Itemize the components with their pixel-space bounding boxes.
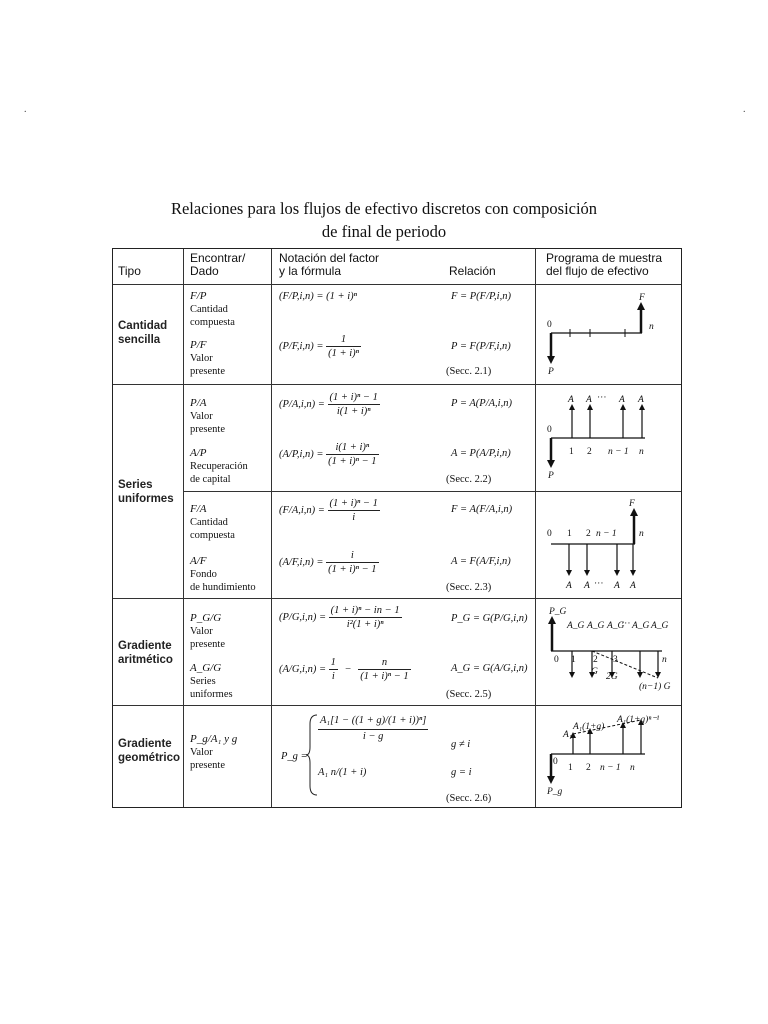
fraction: [329, 604, 402, 631]
tipo-gradiente-aritmetico: [118, 639, 173, 667]
formula-fp: (F/P,i,n) = (1 + i)ⁿ: [279, 291, 357, 302]
fd-desc: presente: [190, 639, 225, 650]
tick-0: 0: [554, 655, 559, 665]
fraction: [329, 656, 338, 683]
tick-2: 2: [593, 655, 598, 665]
header-programa-line: Programa de muestra: [546, 251, 663, 265]
numerator: (1 + i)ⁿ − in − 1: [330, 605, 400, 616]
tick-n: n: [662, 655, 667, 665]
tipo-series-uniformes: [118, 478, 174, 506]
diagram-geometric-gradient: [540, 710, 675, 800]
fd-code: P/A: [190, 397, 207, 409]
tick-n-1: n − 1: [600, 763, 621, 773]
label-A: A: [630, 581, 636, 591]
diagram-uniform-fa: [540, 500, 670, 595]
formula-ap: [279, 441, 379, 468]
denominator: (1 + i)ⁿ − 1: [328, 564, 377, 575]
header-notacion-line: Notación del factor: [279, 251, 380, 265]
fraction: [326, 441, 378, 468]
tick-1: 1: [571, 655, 576, 665]
relation-geo-cond2: g = i: [451, 767, 472, 778]
header-tipo: Tipo: [118, 264, 141, 278]
label-A: A: [586, 395, 592, 405]
denominator: (1 + i)ⁿ: [328, 348, 359, 359]
fd-desc: uniformes: [190, 689, 233, 700]
label-A: A: [584, 581, 590, 591]
tick-2: 2: [587, 447, 592, 457]
fraction: [328, 391, 380, 418]
title-line-1: Relaciones para los flujos de efectivo discretos con composición: [170, 199, 598, 218]
formula-pf: [279, 333, 361, 360]
label-A: A: [619, 395, 625, 405]
section-2-2: (Secc. 2.2): [446, 474, 492, 485]
diagram-uniform-pa: [540, 392, 670, 482]
fd-code: A/P: [190, 447, 207, 459]
label-A1gn: A₁(1+g)ⁿ⁻¹: [617, 715, 660, 725]
fraction: [326, 549, 378, 576]
rule-after-single: [113, 384, 681, 385]
formula-left: (P/A,i,n) =: [279, 398, 325, 410]
brace-path: [306, 715, 317, 795]
arrowhead: [630, 570, 636, 576]
page-title: [0, 197, 768, 243]
fd-desc: Fondo: [190, 569, 217, 580]
label-G: G: [591, 667, 598, 677]
label-AG: A_G: [632, 621, 650, 631]
label-n: n: [649, 322, 654, 332]
tick-n: n: [639, 529, 644, 539]
fd-desc: presente: [190, 366, 225, 377]
formula-left: (F/A,i,n) =: [279, 504, 325, 516]
formula-pg: [279, 604, 402, 631]
arrowhead: [566, 570, 572, 576]
section-2-5: (Secc. 2.5): [446, 689, 492, 700]
fd-desc: compuesta: [190, 530, 235, 541]
label-2G: 2G: [606, 672, 618, 682]
denominator: (1 + i)ⁿ − 1: [360, 671, 409, 682]
fd-desc: Valor: [190, 626, 213, 637]
fd-fp: [190, 290, 235, 329]
label-A1: A₁: [563, 730, 573, 740]
label-F: F: [639, 293, 645, 303]
tipo-gradiente-geometrico: [118, 737, 180, 765]
relation-fp: F = P(F/P,i,n): [451, 291, 511, 302]
header-formula-line: y la fórmula: [279, 264, 342, 278]
label-AG: A_G: [587, 621, 605, 631]
numerator: (1 + i)ⁿ − 1: [329, 392, 378, 403]
relation-pa: P = A(P/A,i,n): [451, 398, 512, 409]
tipo-cantidad-sencilla: [118, 319, 167, 347]
fraction: [318, 714, 428, 743]
formula-geo-case1: [318, 714, 428, 743]
tick-3: 3: [613, 655, 618, 665]
formula-geo-case2: A₁ n/(1 + i): [318, 767, 367, 778]
formula-fa: [279, 497, 380, 524]
numerator: i: [326, 549, 378, 563]
tipo-line: Gradiente: [118, 640, 172, 652]
header-encontrar-line: Encontrar/: [190, 251, 246, 265]
tick-n: n: [639, 447, 644, 457]
relation-ag: A_G = G(A/G,i,n): [451, 663, 528, 674]
relation-af: A = F(A/F,i,n): [451, 556, 511, 567]
corner-dot-left: .: [24, 104, 27, 115]
label-A: A: [568, 395, 574, 405]
col-rule-1: [183, 249, 184, 807]
denominator: i²(1 + i)ⁿ: [346, 619, 384, 630]
arrowhead: [569, 672, 575, 678]
fd-desc: de hundimiento: [190, 582, 256, 593]
section-2-1: (Secc. 2.1): [446, 366, 492, 377]
fd-desc: presente: [190, 760, 225, 771]
fd-code: A/F: [190, 555, 207, 567]
diagram-single-payment: [540, 288, 660, 384]
formula-pa: [279, 391, 380, 418]
numerator: i(1 + i)ⁿ: [326, 441, 378, 455]
label-PG: P_G: [549, 607, 567, 617]
denominator: i − g: [362, 731, 384, 742]
title-line-2: de final de periodo: [321, 222, 447, 241]
formula-geo-pg: P_g =: [281, 751, 308, 762]
minus-sign: −: [344, 663, 352, 675]
fd-pf: [190, 339, 225, 378]
formula-left: (A/F,i,n) =: [279, 556, 324, 568]
label-A1g: A₁(1+g): [573, 722, 605, 732]
formula-ag: [279, 656, 411, 683]
label-P: P: [548, 367, 554, 377]
arrowhead: [547, 460, 555, 468]
denominator: i: [331, 671, 335, 682]
rule-after-uniform: [113, 598, 681, 599]
corner-dot-right: .: [743, 104, 746, 115]
label-AG: A_G: [607, 621, 625, 631]
tick-n-1: n − 1: [596, 529, 617, 539]
numerator: A₁[1 − ((1 + g)/(1 + i))ⁿ]: [318, 714, 428, 730]
label-A: A: [638, 395, 644, 405]
tick-n-1: n − 1: [608, 447, 629, 457]
fd-pa: [190, 397, 225, 436]
relation-geo-cond1: g ≠ i: [451, 739, 471, 750]
tipo-line: sencilla: [118, 334, 161, 346]
label-AG: A_G: [567, 621, 585, 631]
arrowhead: [584, 570, 590, 576]
arrowhead: [637, 672, 643, 678]
formula-left: (A/G,i,n) =: [279, 663, 327, 675]
tipo-line: uniformes: [118, 493, 174, 505]
tick-1: 1: [567, 529, 572, 539]
fd-desc: Valor: [190, 411, 213, 422]
header-flujo-line: del flujo de efectivo: [546, 264, 649, 278]
tick-1: 1: [569, 447, 574, 457]
denominator: i: [352, 512, 356, 523]
fd-desc: Valor: [190, 747, 213, 758]
label-F: F: [629, 499, 635, 509]
fd-desc: Series: [190, 676, 216, 687]
relation-pf: P = F(P/F,i,n): [451, 341, 511, 352]
fraction: [328, 497, 380, 524]
relation-pg: P_G = G(P/G,i,n): [451, 613, 528, 624]
denominator: (1 + i)ⁿ − 1: [328, 456, 377, 467]
tick-0: 0: [547, 529, 552, 539]
label-dots: ···: [594, 579, 604, 589]
fd-fa: [190, 503, 235, 542]
tipo-line: Gradiente: [118, 738, 172, 750]
numerator: (1 + i)ⁿ − 1: [329, 498, 378, 509]
fraction: [326, 333, 361, 360]
fd-desc: de capital: [190, 474, 231, 485]
fraction: [358, 656, 410, 683]
label-0: 0: [547, 425, 552, 435]
formula-left: (A/P,i,n) =: [279, 448, 324, 460]
piecewise-brace: [305, 714, 319, 796]
label-A: A: [614, 581, 620, 591]
tick-1: 1: [568, 763, 573, 773]
arrowhead: [547, 776, 555, 784]
header-notacion: [279, 252, 379, 278]
section-2-3: (Secc. 2.3): [446, 582, 492, 593]
formula-left: (P/G,i,n) =: [279, 611, 327, 623]
tipo-line: Series: [118, 479, 153, 491]
label-n-1-G: (n−1) G: [639, 682, 671, 692]
label-AG: A_G: [651, 621, 669, 631]
fd-code: P_G/G: [190, 612, 222, 624]
fd-desc: Cantidad: [190, 304, 228, 315]
tick-2: 2: [586, 763, 591, 773]
fd-desc: Recuperación: [190, 461, 248, 472]
tipo-line: aritmético: [118, 654, 173, 666]
rule-pa-fa: [183, 491, 681, 492]
col-rule-2: [271, 249, 272, 807]
fd-code: P_g/A₁ y g: [190, 733, 238, 745]
fd-code: A_G/G: [190, 662, 222, 674]
header-relacion: Relación: [449, 264, 496, 278]
label-dots: ···: [597, 393, 607, 403]
label-dots: ···: [621, 619, 631, 629]
header-dado-line: Dado: [190, 264, 219, 278]
fd-af: [190, 555, 256, 594]
tick-2: 2: [586, 529, 591, 539]
gradient-line: [592, 651, 658, 678]
arrowhead: [655, 672, 661, 678]
fd-ag: [190, 662, 233, 701]
label-A: A: [566, 581, 572, 591]
formula-left: (P/F,i,n) =: [279, 340, 324, 352]
arrowhead: [637, 302, 645, 310]
header-rule: [113, 284, 681, 285]
numerator: 1: [330, 657, 336, 668]
fd-code: P/F: [190, 339, 207, 351]
fd-code: F/P: [190, 290, 207, 302]
fd-desc: compuesta: [190, 317, 235, 328]
label-P: P: [548, 471, 554, 481]
label-Pg: P_g: [547, 787, 563, 797]
rule-after-arith: [113, 705, 681, 706]
arrowhead: [547, 356, 555, 364]
header-encontrar: [190, 252, 245, 278]
denominator: i(1 + i)ⁿ: [336, 406, 371, 417]
arrowhead: [630, 508, 638, 516]
numerator: 1: [326, 333, 361, 347]
numerator: n: [358, 656, 410, 670]
diagram-arithmetic-gradient: [540, 604, 675, 694]
label-0: 0: [547, 320, 552, 330]
fd-desc: presente: [190, 424, 225, 435]
fd-pg: [190, 612, 225, 651]
fd-desc: Cantidad: [190, 517, 228, 528]
formula-af: [279, 549, 379, 576]
label-0: 0: [553, 757, 558, 767]
section-2-6: (Secc. 2.6): [446, 793, 492, 804]
fd-code: F/A: [190, 503, 207, 515]
fd-desc: Valor: [190, 353, 213, 364]
tick-n: n: [630, 763, 635, 773]
fd-geo: [190, 733, 237, 772]
fd-ap: [190, 447, 248, 486]
relation-ap: A = P(A/P,i,n): [451, 448, 511, 459]
header-programa: [546, 252, 662, 278]
arrowhead: [548, 616, 556, 624]
tipo-line: Cantidad: [118, 320, 168, 332]
relation-fa: F = A(F/A,i,n): [451, 504, 513, 515]
col-rule-3: [535, 249, 536, 807]
arrowhead: [614, 570, 620, 576]
tipo-line: geométrico: [118, 752, 180, 764]
